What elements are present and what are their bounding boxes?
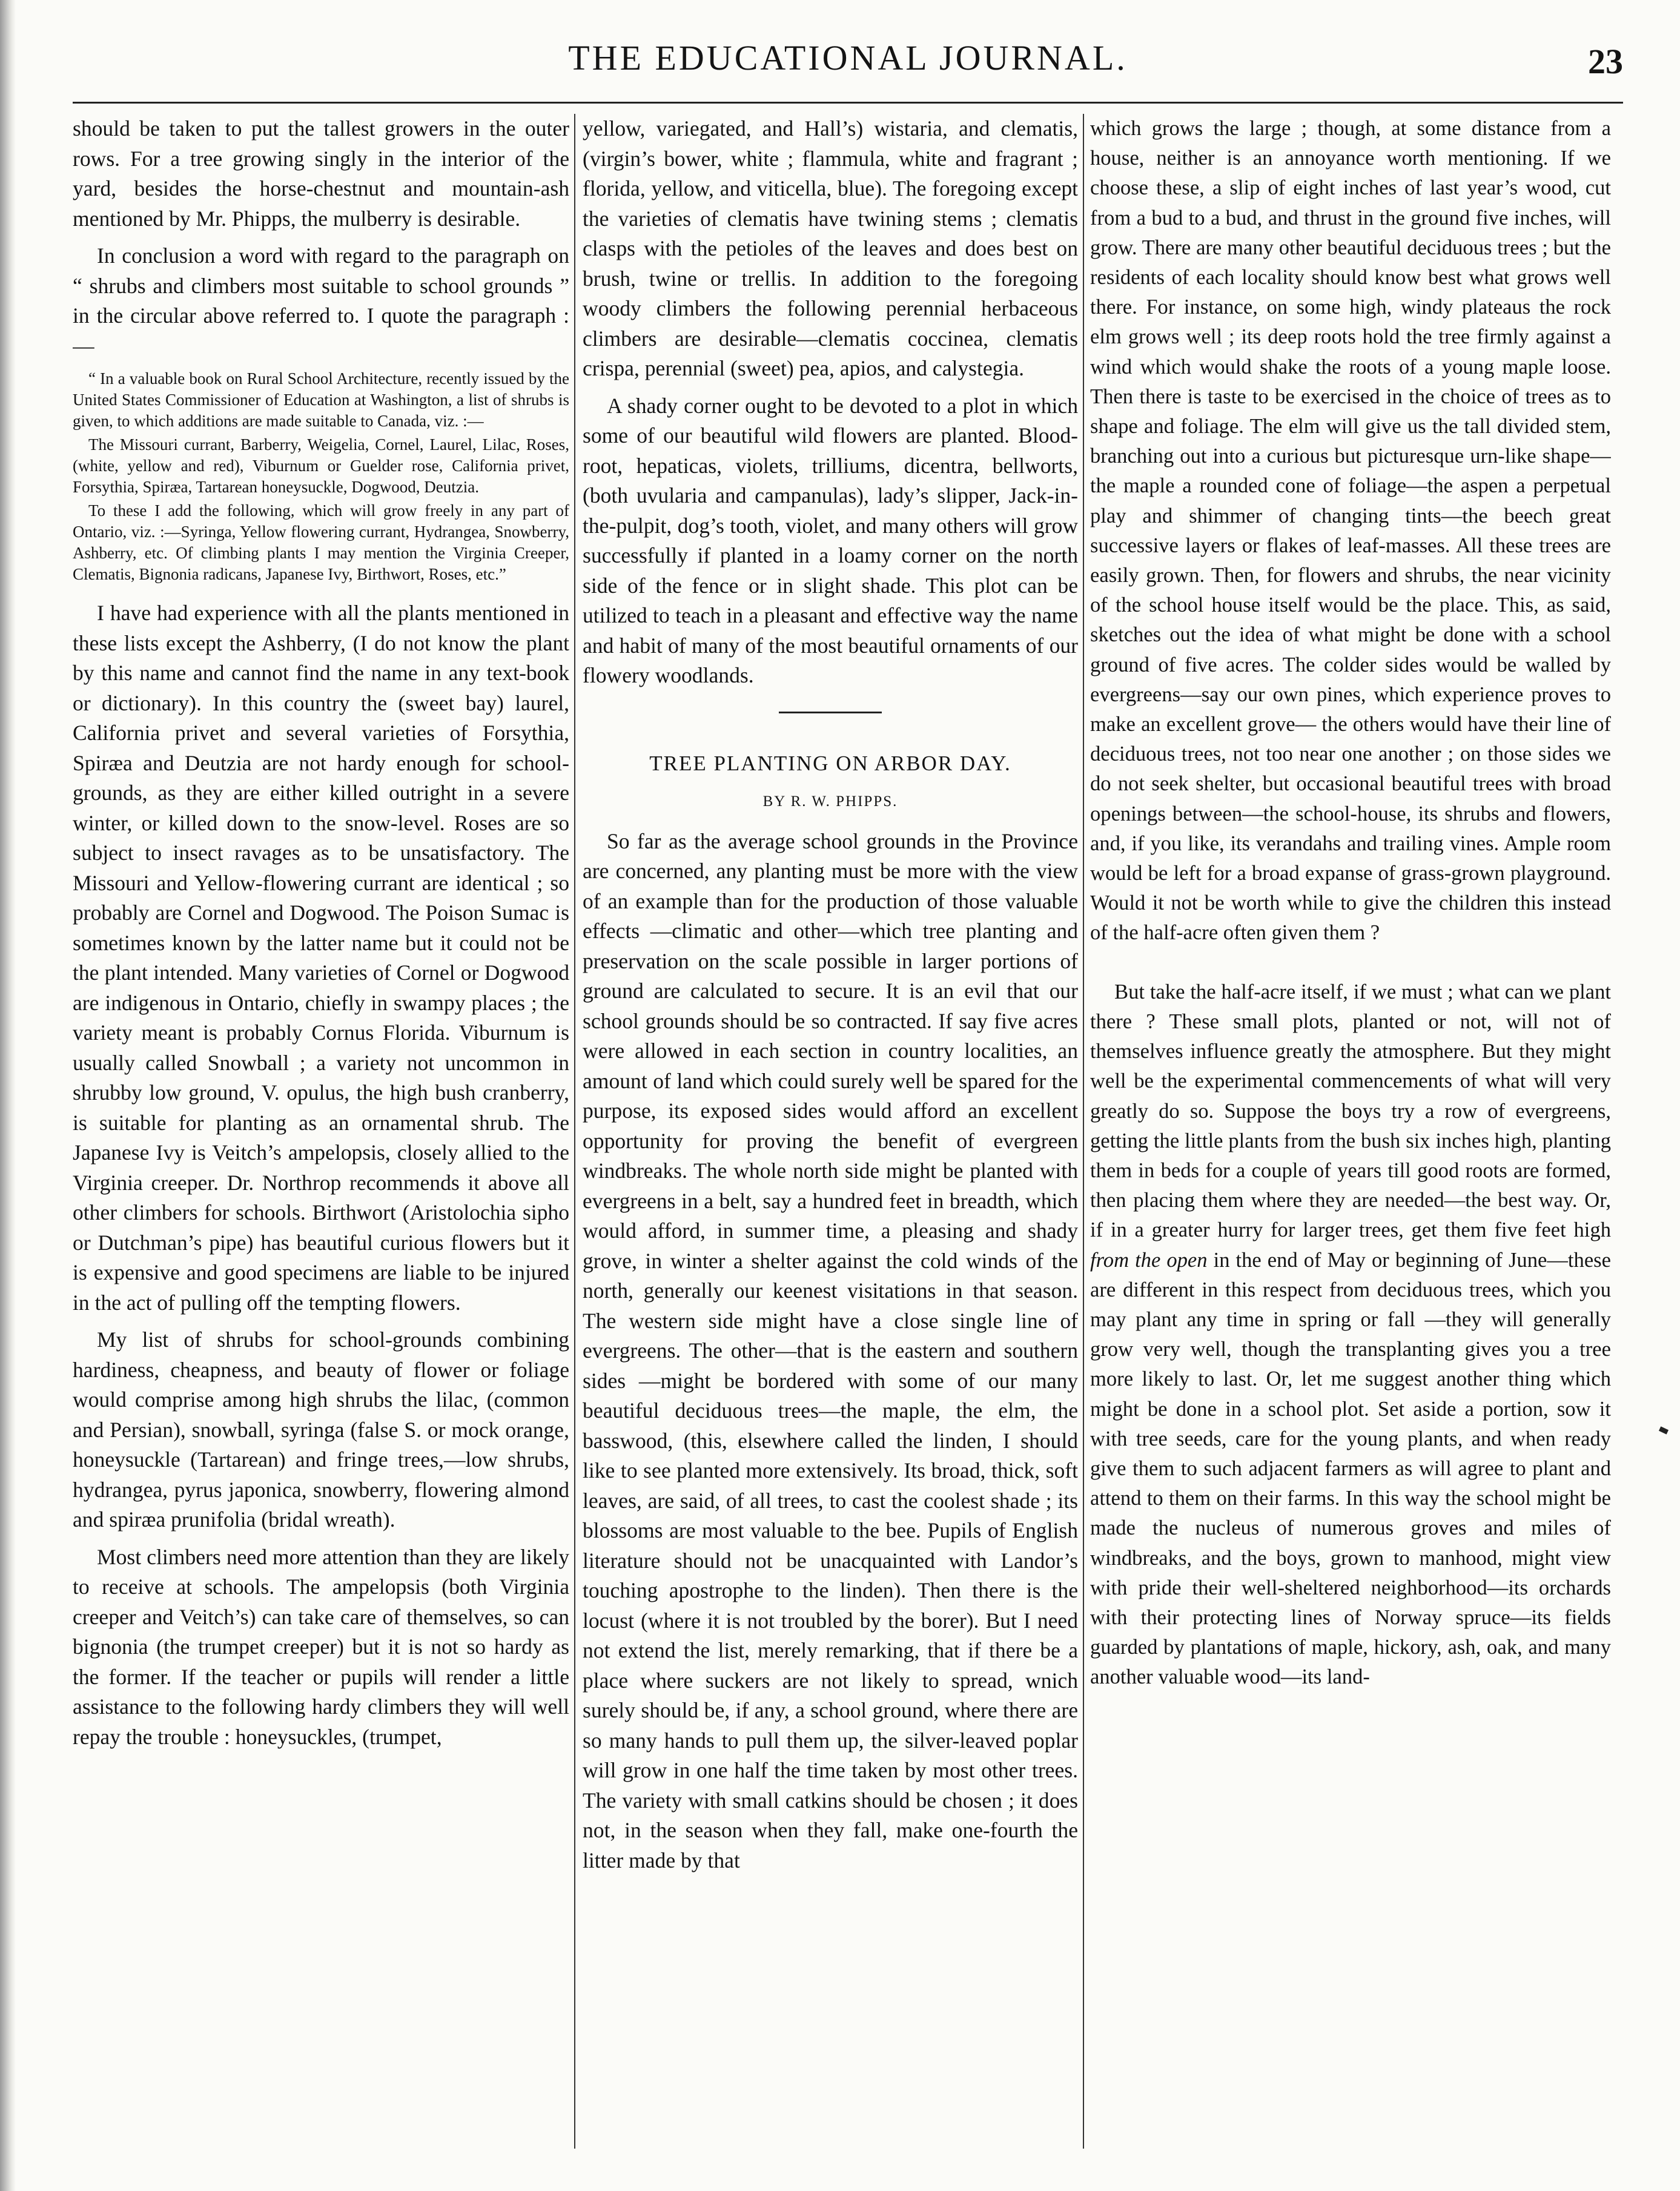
paragraph-gap xyxy=(1090,956,1611,977)
paragraph: which grows the large ; though, at some distance from a house, neither is an annoyance worth mentioning. If we choose these, a slip of eight inches of last year’s wood, cut from a bud to a bud, and thrust in the ground five inches, will grow. There are many other beautiful deciduous trees ; but the residents of each locality should know best what grows well there. For instance, on some high, windy plateaus the rock elm grows well ; its deep roots hold the tree firmly against a wind which would shake the roots of a young maple loose. Then there is taste to be exercised in the choice of trees as to shape and foliage. The elm will give us the tall divided stem, branching out into a curious but picturesque urn-like shape—the maple a rounded cone of foliage—the aspen a perpetual play and shimmer of changing tints—the beech great successive layers or flakes of leaf-masses. All these trees are easily grown. Then, for flowers and shrubs, the near vicinity of the school house itself would be the place. This, as said, sketches out the idea of what might be done with a school ground of five acres. The colder sides would be walled by evergreens—say our own pines, which experience proves to make an excellent grove— the others would have their line of deciduous trees, not too near one another ; on those sides we do not seek shelter, but occasional beautiful trees with broad openings between—the school-house, its shrubs and flowers, and, if you like, its verandahs and trailing vines. Ample room would be left for a broad expanse of grass-grown playground. Would it not be worth while to give the children this instead of the half-acre often given them ? xyxy=(1090,117,1611,945)
article-title: TREE PLANTING ON ARBOR DAY. xyxy=(649,751,1011,775)
column-middle xyxy=(583,114,1078,2167)
paragraph: yellow, variegated, and Hall’s) wistaria, and clematis, (virgin’s bower, white ; flammula, white and fragrant ; florida, yellow, and viticella, blue). The foregoing except the varieties of clematis have twining stems ; clematis clasps with the petioles of the leaves and does best on brush, twine or trellis. In addition to the foregoing woody climbers the following perennial herbaceous climbers are desirable—clematis coccinea, clematis crispa, perennial (sweet) pea, apios, and calystegia. xyxy=(583,116,1078,380)
quote-paragraph: “ In a valuable book on Rural School Architecture, recently issued by the United States Commissioner of Education at Washington, a list of shrubs is given, to which additions are made suitable to Canada, viz. :— xyxy=(73,369,569,430)
paragraph: should be taken to put the tallest growers in the outer rows. For a tree growing singly in the interior of the yard, besides the horse-chestnut and mountain-ash mentioned by Mr. Phipps, the mulberry is desirable. xyxy=(73,116,569,231)
paragraph xyxy=(1090,977,1611,1693)
article-byline: BY R. W. PHIPPS. xyxy=(762,793,898,810)
block-quote xyxy=(73,368,569,585)
quote-paragraph: The Missouri currant, Barberry, Weigelia, Cornel, Laurel, Lilac, Roses, (white, yellow and red), Viburnum or Guelder rose, California privet, Forsythia, Spiræa, Tartarean honeysuckle, Dogwood, Deutzia. xyxy=(73,435,569,496)
column-rule-left xyxy=(574,114,575,2149)
section-divider xyxy=(779,712,882,713)
paragraph: In conclusion a word with regard to the paragraph on “ shrubs and climbers most suitable to school grounds ” in the circular above referred to. I quote the paragraph :— xyxy=(73,243,569,358)
paragraph-text: in the end of May or beginning of June—these are different in this respect from deciduous trees, which you may plant any time in spring or fall —they will generally grow very well, though the transplanting gives you a tree more likely to last. Or, let me suggest another thing which might be done in a school plot. Set aside a portion, sow it with tree seeds, care for the young plants, and when ready give them to such adjacent farmers as will agree to plant and attend to them on their farms. In this way the school might be made the nucleus of numerous groves and miles of windbreaks, and the boys, grown to manhood, might view with pride their well-sheltered neighborhood—its orchards with their protecting lines of Norway spruce—its fields guarded by plantations of maple, hickory, ash, oak, and many another valuable wood—its land- xyxy=(1090,1248,1611,1689)
paragraph: Most climbers need more attention than they are likely to receive at schools. The ampelopsis (both Virginia creeper and Veitch’s) can take care of themselves, so can bignonia (the trumpet creeper) but it is not so hardy as the former. If the teacher or pupils will render a little assistance to the following hardy climbers they will well repay the trouble : honeysuckles, (trumpet, xyxy=(73,1544,569,1749)
quote-paragraph: To these I add the following, which will grow freely in any part of Ontario, viz. :—Syringa, Yellow flowering currant, Hydrangea, Snowberry, Ashberry, etc. Of climbing plants I may mention the Virginia Creeper, Clematis, Bignonia radicans, Japanese Ivy, Birthwort, Roses, etc.” xyxy=(73,501,569,583)
page-header xyxy=(73,38,1623,86)
page-number: 23 xyxy=(1588,42,1623,81)
paragraph: A shady corner ought to be devoted to a plot in which some of our beautiful wild flowers are planted. Blood-root, hepaticas, violets, trilliums, dicentra, bellworts, (both uvularia and campanulas), lady’s slipper, Jack-in-the-pulpit, dog’s tooth, violet, and many others will grow successfully if planted in a loamy corner on the north side of the fence or in slight shade. This plot can be utilized to teach in a pleasant and effective way the name and habit of many of the most beautiful ornaments of our flowery woodlands. xyxy=(583,393,1078,687)
italic-phrase: from the open xyxy=(1090,1248,1208,1272)
paragraph: So far as the average school grounds in the Province are concerned, any planting must be more with the view of an example than for the production of those valuable effects —climatic and other—which tree planting and preservation on the scale possible in larger portions of ground are calculated to secure. It is an evil that our school grounds should be so contracted. If say five acres were allowed in each section in country localities, an amount of land which could surely well be spared for the purpose, its exposed sides would afford an excellent opportunity for proving the benefit of evergreen windbreaks. The whole north side might be planted with evergreens in a belt, say a hundred feet in breadth, which would afford, in summer time, a pleasing and shady grove, in winter a shelter against the cold winds of the north, generally our keenest visitations in that season. The western side might have a close single line of evergreens. The other—that is the eastern and southern sides —might be bordered with some of our many beautiful deciduous trees—the maple, the elm, the basswood, (this, elsewhere called the linden, I should like to see planted more extensively. Its broad, thick, soft leaves, are said, of all trees, to cast the coolest shade ; its blossoms are most valuable to the bee. Pupils of English literature should not be unacquainted with Landor’s touching apostrophe to the linden). Then there is the locust (where it is not troubled by the borer). But I need not extend the list, merely remarking, that if there be a place where suckers are not likely to spread, wnich surely should be, if any, a school ground, where there are so many hands to pull them up, the silver-leaved poplar will grow in one half the time taken by most other trees. The variety with small catkins should be chosen ; it does not, in the season when they fall, make one-fourth the litter made by that xyxy=(583,828,1078,1872)
paragraph-text: But take the half-acre itself, if we must ; what can we plant there ? These small plots, planted or not, will not of themselves influence greatly the atmosphere. But they might well be the experimental commencements of what will very greatly do so. Suppose the boys try a row of evergreens, getting the little plants from the bush six inches high, planting them in beds for a couple of years till good roots are formed, then placing them where they are needed—the best way. Or, if in a greater hurry for larger trees, get them five feet high xyxy=(1090,980,1611,1242)
header-rule xyxy=(73,102,1623,104)
paragraph: I have had experience with all the plants mentioned in these lists except the Ashberry, (I do not know the plant by this name and cannot find the name in any text-book or dictionary). In this country the (sweet bay) laurel, California privet and several varieties of Forsythia, Spiræa and Deutzia are not hardy enough for school-grounds, as they are either killed outright in a severe winter, or killed down to the snow-level. Roses are so subject to insect ravages as to be unsatisfactory. The Missouri and Yellow-flowering currant are identical ; so probably are Cornel and Dogwood. The Poison Sumac is sometimes known by the latter name but it could not be the plant intended. Many varieties of Cornel or Dogwood are indigenous in Ontario, chiefly in swampy places ; the variety meant is probably Cornus Florida. Viburnum is usually called Snowball ; a variety not uncommon in shrubby low ground, V. opulus, the high bush cranberry, is suitable for planting as an ornamental shrub. The Japanese Ivy is Veitch’s ampelopsis, closely allied to the Virginia creeper. Dr. Northrop recommends it above all other climbers for schools. Birthwort (Aristolochia sipho or Dutchman’s pipe) has beautiful curious flowers but it is expensive and good specimens are liable to be injured in the act of pulling off the tempting flowers. xyxy=(73,601,569,1315)
journal-title: THE EDUCATIONAL JOURNAL. xyxy=(568,38,1128,78)
column-left xyxy=(73,114,569,2167)
scan-mark xyxy=(1659,1426,1668,1434)
column-right xyxy=(1090,114,1611,2167)
scan-edge-shadow xyxy=(0,0,16,2191)
column-rule-right xyxy=(1083,114,1084,2149)
paragraph: My list of shrubs for school-grounds combining hardiness, cheapness, and beauty of flower or foliage would comprise among high shrubs the lilac, (common and Persian), snowball, syringa (false S. or mock orange, honeysuckle (Tartarean) and fringe trees,—low shrubs, hydrangea, pyrus japonica, snowberry, flowering almond and spiræa prunifolia (bridal wreath). xyxy=(73,1327,569,1532)
